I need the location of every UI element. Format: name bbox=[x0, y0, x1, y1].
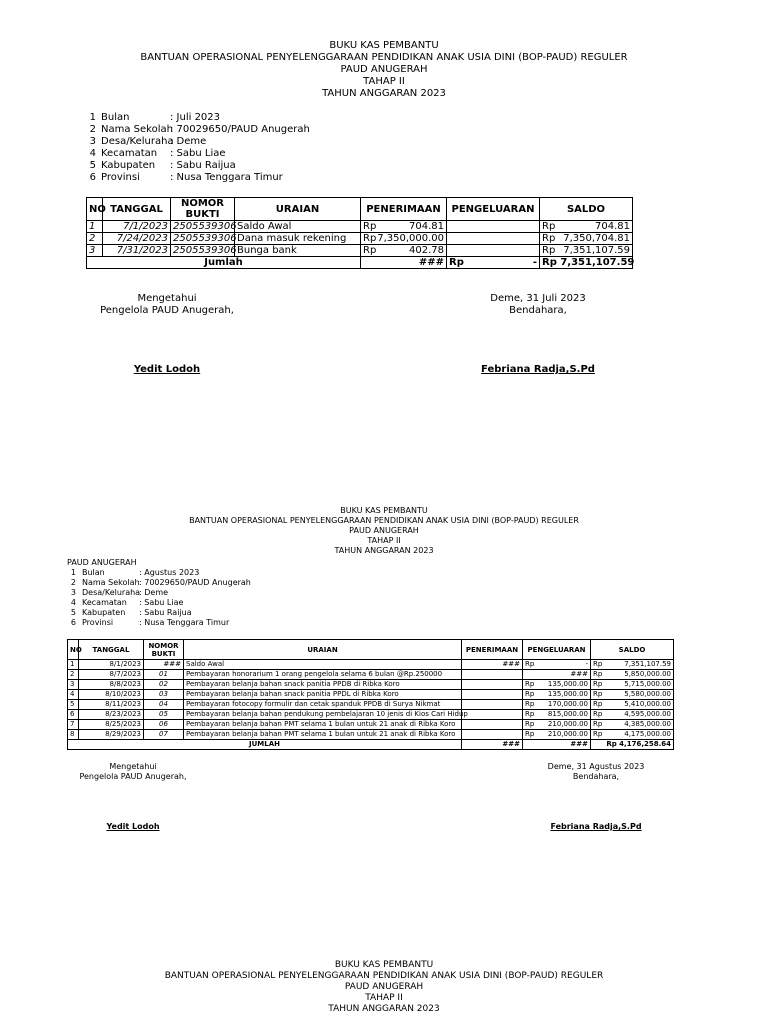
table-row: 2 8/7/2023 01 Pembayaran honorarium 1 orang pengelola selama 6 bulan @Rp.250000 ### Rp 5,850,000.00 bbox=[68, 670, 674, 680]
doc1-info-row: 6 Provinsi : Nusa Tenggara Timur bbox=[89, 172, 283, 183]
doc2-sign-right: Deme, 31 Agustus 2023 Bendahara, bbox=[547, 762, 645, 781]
doc1-fiscal-year: TAHUN ANGGARAN 2023 bbox=[322, 88, 446, 99]
col-uraian: URAIAN bbox=[184, 640, 462, 660]
doc1-header-row bbox=[87, 198, 633, 221]
table-row: 7 8/25/2023 06 Pembayaran belanja bahan PMT selama 1 bulan untuk 21 anak di Ribka Koro Rp 210,000.00 Rp 4,385,000.00 bbox=[68, 720, 674, 730]
col-pengeluaran: PENGELUARAN bbox=[447, 198, 540, 221]
doc2-header-row bbox=[68, 640, 674, 660]
table-row: 5 8/11/2023 04 Pembayaran fotocopy formulir dan cetak spanduk PPDB di Surya Nikmat Rp 170,000.00 Rp 5,410,000.00 bbox=[68, 700, 674, 710]
col-saldo: SALDO bbox=[591, 640, 674, 660]
table-row: 8 8/29/2023 07 Pembayaran belanja bahan PMT selama 1 bulan untuk 21 anak di Ribka Koro Rp 210,000.00 Rp 4,175,000.00 bbox=[68, 730, 674, 740]
doc1-title: BUKU KAS PEMBANTU bbox=[329, 40, 439, 51]
doc1-signer-left-name: Yedit Lodoh bbox=[133, 364, 201, 375]
doc2-info-row: 5 Kabupaten : Sabu Raijua bbox=[70, 608, 192, 617]
doc2-info-row: 2 Nama Sekolah : 70029650/PAUD Anugerah bbox=[70, 578, 251, 587]
doc1-info-row: 3 Desa/Keluraha : Deme bbox=[89, 136, 207, 147]
doc2-subtitle: BANTUAN OPERASIONAL PENYELENGGARAAN PENDIDIKAN ANAK USIA DINI (BOP-PAUD) REGULER bbox=[189, 516, 579, 525]
doc1-info-row: 1 Bulan : Juli 2023 bbox=[89, 112, 221, 123]
table-row: 6 8/23/2023 05 Pembayaran belanja bahan pendukung pembelajaran 10 jenis di Kios Cari Hidup Rp 815,000.00 Rp 4,595,000.00 bbox=[68, 710, 674, 720]
total-row: Jumlah ### Rp - Rp 7,351,107.59 bbox=[87, 257, 633, 269]
table-row: 3 7/31/2023 2505539306 Bunga bank Rp 402.78 Rp 7,351,107.59 bbox=[87, 245, 633, 257]
col-no: NO bbox=[68, 640, 79, 660]
table-row: 1 8/1/2023 ### Saldo Awal ### Rp - Rp 7,351,107.59 bbox=[68, 660, 674, 670]
doc1-subtitle: BANTUAN OPERASIONAL PENYELENGGARAAN PENDIDIKAN ANAK USIA DINI (BOP-PAUD) REGULER bbox=[140, 52, 628, 63]
doc2-info-row: 1 Bulan : Agustus 2023 bbox=[70, 568, 200, 577]
doc2-sign-left: Mengetahui Pengelola PAUD Anugerah, bbox=[79, 762, 187, 781]
doc2-info-row: 3 Desa/Keluraha : Deme bbox=[70, 588, 169, 597]
table-row: 4 8/10/2023 03 Pembayaran belanja bahan snack panitia PPDL di Ribka Koro Rp 135,000.00 Rp 5,580,000.00 bbox=[68, 690, 674, 700]
col-nomor-bukti: NOMOR BUKTI bbox=[144, 640, 184, 660]
doc1-sign-left: Mengetahui Pengelola PAUD Anugerah, bbox=[100, 293, 234, 316]
col-saldo: SALDO bbox=[540, 198, 633, 221]
doc1-cash-table bbox=[86, 197, 633, 269]
doc3-header bbox=[0, 960, 768, 1015]
doc2-stage: TAHAP II bbox=[367, 536, 401, 545]
doc1-info-row: 5 Kabupaten : Sabu Raijua bbox=[89, 160, 236, 171]
doc1-signer-right-name: Febriana Radja,S.Pd bbox=[481, 364, 595, 375]
col-pengeluaran: PENGELUARAN bbox=[523, 640, 591, 660]
col-no: NO bbox=[87, 198, 103, 221]
doc3-subtitle: BANTUAN OPERASIONAL PENYELENGGARAAN PENDIDIKAN ANAK USIA DINI (BOP-PAUD) REGULER bbox=[164, 971, 604, 981]
col-penerimaan: PENERIMAAN bbox=[361, 198, 447, 221]
col-uraian: URAIAN bbox=[235, 198, 361, 221]
doc1-stage: TAHAP II bbox=[363, 76, 405, 87]
col-tanggal: TANGGAL bbox=[103, 198, 171, 221]
table-row: 1 7/1/2023 2505539306 Saldo Awal Rp 704.81 Rp 704.81 bbox=[87, 221, 633, 233]
table-row: 2 7/24/2023 2505539306 Dana masuk rekening Rp 7,350,000.00 Rp 7,350,704.81 bbox=[87, 233, 633, 245]
doc1-info-row: 4 Kecamatan : Sabu Liae bbox=[89, 148, 226, 159]
doc1-sign-right: Deme, 31 Juli 2023 Bendahara, bbox=[490, 293, 586, 316]
col-tanggal: TANGGAL bbox=[79, 640, 144, 660]
doc3-fiscal-year: TAHUN ANGGARAN 2023 bbox=[328, 1004, 440, 1014]
doc2-signer-right-name: Febriana Radja,S.Pd bbox=[550, 822, 642, 831]
doc2-info-block bbox=[0, 558, 400, 628]
col-penerimaan: PENERIMAAN bbox=[462, 640, 523, 660]
doc3-school-name: PAUD ANUGERAH bbox=[344, 982, 424, 992]
table-row: 3 8/8/2023 02 Pembayaran belanja bahan snack panitia PPDB di Ribka Koro Rp 135,000.00 Rp 5,715,000.00 bbox=[68, 680, 674, 690]
doc2-header bbox=[0, 506, 768, 556]
doc1-info-block bbox=[0, 112, 400, 184]
doc3-title: BUKU KAS PEMBANTU bbox=[334, 960, 434, 970]
doc1-info-row: 2 Nama Sekolah : 70029650/PAUD Anugerah bbox=[89, 124, 310, 135]
doc1-header bbox=[0, 40, 768, 100]
total-row: JUMLAH ### ### Rp 4,176,258.64 bbox=[68, 740, 674, 750]
col-nomor-bukti: NOMOR BUKTI bbox=[171, 198, 235, 221]
doc3-stage: TAHAP II bbox=[365, 993, 403, 1003]
doc2-cash-table bbox=[67, 639, 674, 750]
doc1-school-name: PAUD ANUGERAH bbox=[340, 64, 428, 75]
doc2-info-row: 6 Provinsi : Nusa Tenggara Timur bbox=[70, 618, 230, 627]
doc2-signer-left-name: Yedit Lodoh bbox=[106, 822, 160, 831]
doc2-school-name: PAUD ANUGERAH bbox=[349, 526, 419, 535]
doc2-title: BUKU KAS PEMBANTU bbox=[340, 506, 428, 515]
doc2-fiscal-year: TAHUN ANGGARAN 2023 bbox=[334, 546, 434, 555]
doc2-school-label: PAUD ANUGERAH bbox=[67, 558, 137, 567]
doc2-info-row: 4 Kecamatan : Sabu Liae bbox=[70, 598, 184, 607]
